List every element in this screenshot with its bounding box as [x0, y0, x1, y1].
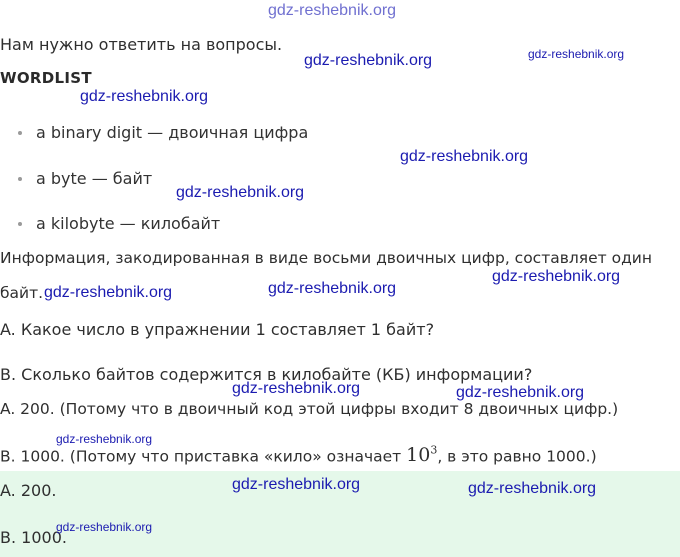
watermark: gdz-reshebnik.org: [232, 380, 361, 397]
watermark: gdz-reshebnik.org: [232, 476, 361, 493]
wordlist-heading: WORDLIST: [0, 69, 92, 87]
watermark: gdz-reshebnik.org: [176, 184, 305, 201]
wordlist-item: a kilobyte — килобайт: [36, 214, 221, 233]
power-of-ten: [406, 444, 437, 466]
intro-text: Нам нужно ответить на вопросы.: [0, 35, 283, 54]
bullet-icon: [18, 131, 22, 135]
bullet-icon: [18, 177, 22, 181]
watermark: gdz-reshebnik.org: [268, 280, 397, 297]
watermark: gdz-reshebnik.org: [56, 432, 153, 446]
explanation-b-text: B. 1000. (Потому что приставка «кило» означает: [0, 447, 407, 466]
bullet-icon: [18, 222, 22, 226]
wordlist-item: a binary digit — двоичная цифра: [36, 123, 309, 142]
paragraph-line-1: Информация, закодированная в виде восьми двоичных цифр, составляет один: [0, 249, 652, 267]
watermark: gdz-reshebnik.org: [492, 268, 621, 285]
watermark: gdz-reshebnik.org: [44, 284, 173, 301]
watermark: gdz-reshebnik.org: [528, 47, 625, 61]
watermark: gdz-reshebnik.org: [468, 480, 597, 497]
watermark: gdz-reshebnik.org: [400, 148, 529, 165]
answer-a: A. 200.: [0, 481, 57, 500]
watermark-top: gdz-reshebnik.org: [268, 2, 397, 19]
explanation-a: A. 200. (Потому что в двоичный код этой цифры входит 8 двоичных цифр.): [0, 400, 619, 418]
explanation-b: [0, 444, 597, 466]
wordlist-item: a byte — байт: [36, 169, 153, 188]
watermark: gdz-reshebnik.org: [80, 88, 209, 105]
power-base: 10: [406, 444, 431, 467]
watermark: gdz-reshebnik.org: [56, 520, 153, 534]
explanation-b-tail: , в это равно 1000.): [437, 447, 597, 466]
watermark: gdz-reshebnik.org: [304, 52, 433, 69]
paragraph-line-2: байт.: [0, 284, 44, 302]
watermark: gdz-reshebnik.org: [456, 384, 585, 401]
answer-b: B. 1000.: [0, 528, 67, 547]
question-b: B. Сколько байтов содержится в килобайте (КБ) информации?: [0, 365, 533, 384]
question-a: A. Какое число в упражнении 1 составляет 1 байт?: [0, 320, 435, 339]
power-exponent: 3: [430, 444, 438, 457]
